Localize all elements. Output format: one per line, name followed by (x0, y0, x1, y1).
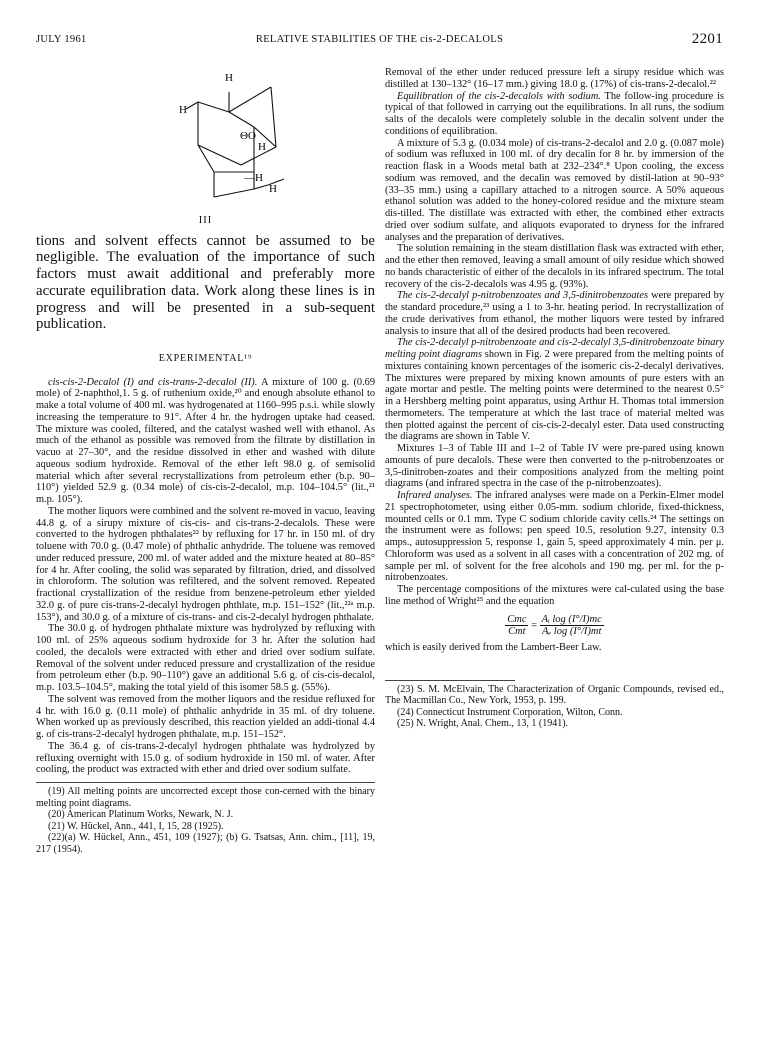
equation-rhs-denominator: Aₑ log (I°/I)mt (541, 626, 602, 638)
left-column (36, 67, 375, 855)
right-footnotes (385, 684, 724, 730)
equation-rhs-numerator: Aᵢ log (I°/I)mc (541, 613, 602, 625)
equation-lhs (505, 614, 528, 639)
footnote-25: (25) N. Wright, Anal. Chem., 13, 1 (1941). (397, 718, 569, 730)
paragraph-nitrobenzoates: The cis-2-decalyl p-nitrobenzoates and 3,5-dinitrobenzoates were prepared by the standard procedure,²³ using a 1 to 3-hr. heating period. In recrystallization of the crude derivatives from ethanol, the mother liquors were tested by infrared analysis to insure that all of the desired products had been recovered. (385, 290, 724, 337)
running-header (36, 31, 723, 50)
paragraph-title: Equilibration of the cis-2-decalols with sodium. (397, 90, 601, 102)
label-h-oh: H (258, 141, 266, 153)
footnote-24: (24) Connecticut Instrument Corporation, Wilton, Conn. (397, 706, 623, 718)
paragraph-decalol-prep: cis-cis-2-Decalol (I) and cis-trans-2-decalol (II). A mixture of 100 g. (0.69 mole) of 2-naphthol,1. 5 g. of ruthenium oxide,²⁰ and enough absolute ethanol to make a total volume of 400 ml. was hydrogenated at 1160–995 p.s.i. while slowly increasing the temperature to 91°. After 4 hr. the hydrogen uptake had ceased. The mixture was cooled, filtered, and the catalyst washed well with ethanol. As much of the ethanol as possible was removed from the filtrate by distillation in vacuo at 27–30°, and the residue dissolved in ether and washed with dilute aqueous sodium hydroxide. Removal of the ether left 98.0 g. of semisolid material which after several recrystallizations from petroleum ether (b.p. 90–110°) yielded 52.9 g. (0.34 mole) of cis-cis-2-decalol, m.p. 104–104.5° (lit.,²¹ m.p. 105°). (36, 376, 376, 506)
paragraph-solvent-removal: The solvent was removed from the mother liquors and the residue refluxed for 4 hr. with 16.0 g. (0.11 mole) of phthalic anhydride in 35 ml. of dry toluene. When worked up as previously described, this reaction yielded an addi-tional 4.4 g. of cis-trans-2-decalyl hydrogen phthalate, m.p. 151–152°. (36, 693, 375, 741)
footnote-22: (22)(a) W. Hückel, Ann., 451, 109 (1927); (b) G. Tsatsas, Ann. chim., [11], 19, 217 (1954). (36, 832, 375, 855)
label-h-left: H (179, 104, 187, 116)
paragraph-melting-point-diagrams: The cis-2-decalyl p-nitrobenzoate and cis-2-decalyl 3,5-dinitrobenzoate binary melting point diagrams shown in Fig. 2 were prepared from the melting points of mixtures containing known percentages of the isomeric cis-2-decalyl derivatives. The mixtures were prepared by mixing known amounts of pure esters with an agate mortar and pestle. The melting points were determined to the nearest 0.5° in a Hershberg melting point apparatus, using Arthur H. Thomas total immersion thermometers. The temperature at which the last trace of material melted was then plotted against the percent of cis-cis-2-decalyl ester. Data used constructing the diagrams are shown in Table V. (385, 337, 724, 443)
label-oxide: ΘO (240, 130, 256, 142)
left-footnotes (36, 782, 375, 855)
intro-paragraph: tions and solvent effects cannot be assumed to be negligible. The evaluation of the importance of such factors must await additional and preferably more accurate equilibration data. Work along these lines is in progress and will be presented in a sub-sequent publication. (36, 232, 375, 333)
paragraph-mixture: A mixture of 5.3 g. (0.034 mole) of cis-trans-2-decalol and 2.0 g. (0.087 mole) of sodium was refluxed in 100 ml. of dry decalin for 8 hr. by immersion of the reaction flask in a Woods metal bath at 232–234°.⁸ Upon cooling, the excess sodium was removed, and the decalin was removed by distil-lation at 90–93° (33–35 mm.) using a capillary attached to a nitrogen source. A 50% aqueous ethanol solution was added to the honey-colored residue and the mixture steam dis-tilled. The distillate was extracted with ether, the combined ether extracts dried over sodium sulfate, and aliquots evaporated to dryness for the infrared analyses and the preparation of derivatives. (385, 137, 724, 243)
header-date: JULY 1961 (36, 34, 87, 45)
footnote-19: (19) All melting points are uncorrected except those con-cerned with the binary melting point diagrams. (36, 786, 375, 809)
header-title: RELATIVE STABILITIES OF THE cis-2-DECALOLS (255, 34, 504, 45)
right-column (385, 67, 724, 730)
paragraph-hydrolysis: The 30.0 g. of hydrogen phthalate mixture was hydrolyzed by refluxing with 100 ml. of 25% aqueous sodium hydroxide for 3 hr. After the solution had cooled, the decalols were extracted with ether and dried over sodium sulfate. Removal of the solvent under reduced pressure and crystallization of the residue from petroleum ether (b.p. 90–110°) gave an additional 5.6 g. of cis-cis-decalol, m.p. 103.5–104.5°, making the total yield of this isomer 58.5 g. (55%). (36, 623, 375, 694)
equation-rhs (540, 614, 604, 639)
label-h-lower: —H (244, 172, 263, 184)
paragraph-phthalate-hydrolysis: The 36.4 g. of cis-trans-2-decalyl hydrogen phthalate was hydrolyzed by refluxing overnight with 15.0 g. of sodium hydroxide in 150 ml. of water. After cooling, the product was extracted with ether and dried over sodium sulfate. (36, 740, 375, 776)
paragraph-percentage: The percentage compositions of the mixtures were cal-culated using the base line method of Wright²⁵ and the equation (385, 584, 724, 607)
label-h-top: H (225, 72, 233, 84)
paragraph-title: Infrared analyses. (397, 490, 473, 501)
structure-figure (36, 67, 375, 215)
paragraph-title: cis-cis-2-Decalol (I) and cis-trans-2-decalol (II). (48, 376, 258, 388)
paragraph-mother-liquors: The mother liquors were combined and the solvent re-moved in vacuo, leaving 44.8 g. of a sirupy mixture of cis-cis- and cis-trans-2-decalols. These were converted to the hydrogen phthalates²² by refluxing for 17 hr. in 150 ml. of dry toluene with 70.0 g. (0.47 mole) of phthalic anhydride. The toluene was removed under reduced pressure, 200 ml. of water added and the mixture heated at 80–85° for 4 hr. After cooling, the solid was separated by filtration, dried, and dissolved in chloroform. The solution was refiltered, and the solvent removed. Repeated fractional crystallization of the residue from benzene-petroleum ether yielded 32.0 g. of pure cis-trans-2-decalyl hydrogen phthlate, m.p. 151–152° (lit.,²²ᵃ m.p. 153°), and 30.0 g. of a mixture of cis-trans- and cis-2-decalyl hydrogen phthalate. (36, 505, 375, 623)
paragraph-infrared: Infrared analyses. The infrared analyses were made on a Perkin-Elmer model 21 spectrophotometer, using either 0.05-mm. sodium chloride, fixed-thickness, mounted cells or 0.1 mm. Type C sodium chloride cavity cells.²⁴ The settings on the instrument were as follows: pen speed 10.5, resolution 9.27, intensity 0.3 amps., autosuppression 5, response 1, gain 5, speed approximately 4 min. per μ. Chloroform was used as a solvent in all cases with a concentration of 202 mg. of sample per ml. of solvent for the free alcohols and 190 mg. per ml. for the p-nitrobenzoates. (385, 490, 725, 584)
paragraph-title: The cis-2-decalyl p-nitrobenzoates and 3,5-dinitrobenzoates (397, 290, 649, 302)
footnote-21: (21) W. Hückel, Ann., 441, I, 15, 28 (1925). (48, 820, 224, 832)
intro-paragraph-block (36, 233, 375, 333)
paragraph-mixtures: Mixtures 1–3 of Table III and 1–2 of Table IV were pre-pared using known amounts of pure decalols. These were then converted to the p-nitrobenzoates or 3,5-dinitroben-zoates and their compositions analyzed from the melting point diagrams (and infrared spectra in the case of the p-nitrobenzoates). (385, 443, 724, 490)
figure-caption: III (198, 215, 213, 226)
footnote-20: (20) American Platinum Works, Newark, N. J. (48, 809, 234, 821)
paragraph-equilibration: Equilibration of the cis-2-decalols with sodium. The follow-ing procedure is typical of that followed in carrying out the equilibrations. In all runs, the sodium salts of the decalols were completely soluble in the decalin solvent under the conditions of equilibration. (385, 90, 724, 137)
paragraph-title: The cis-2-decalyl p-nitrobenzoate and cis-2-decalyl 3,5-dinitrobenzoate binary melting point diagrams (385, 337, 724, 360)
paragraph-lambert-beer: which is easily derived from the Lambert-Beer Law. (385, 642, 602, 653)
decalol-structure-drawing (36, 67, 375, 207)
footnote-23: (23) S. M. McElvain, The Characterization of Organic Compounds, revised ed., The Macmillan Co., New York, 1953, p. 199. (385, 683, 724, 707)
equation-lhs-numerator: Cmc (507, 613, 527, 625)
page-number: 2201 (691, 31, 723, 47)
label-h-bottom: H (269, 183, 277, 195)
section-heading-experimental: EXPERIMENTAL¹⁹ (158, 352, 253, 364)
paragraph-removal: Removal of the ether under reduced pressure left a sirupy residue which was distilled at 130–132° (16–17 mm.) giving 18.0 g. (17%) of cis-trans-2-decalol.²² (385, 67, 724, 90)
equation-lhs-denominator: Cmt (508, 626, 526, 638)
equation: $\frac{\text{Cmc}}{\text{Cmt}}$ = $\frac{\text{Aᵢ log (I°/I)mc}}{\text{Aₑ log (I°/I)mt}}$ (507, 613, 602, 638)
paragraph-steam-distillation: The solution remaining in the steam distillation flask was extracted with ether, and the ether then removed, leaving a small amount of oily residue which showed no bands characteristic of either of the decalols in its infrared spectrum. The total recovery of the cis-2-decalols was 4.95 g. (93%). (385, 243, 724, 290)
